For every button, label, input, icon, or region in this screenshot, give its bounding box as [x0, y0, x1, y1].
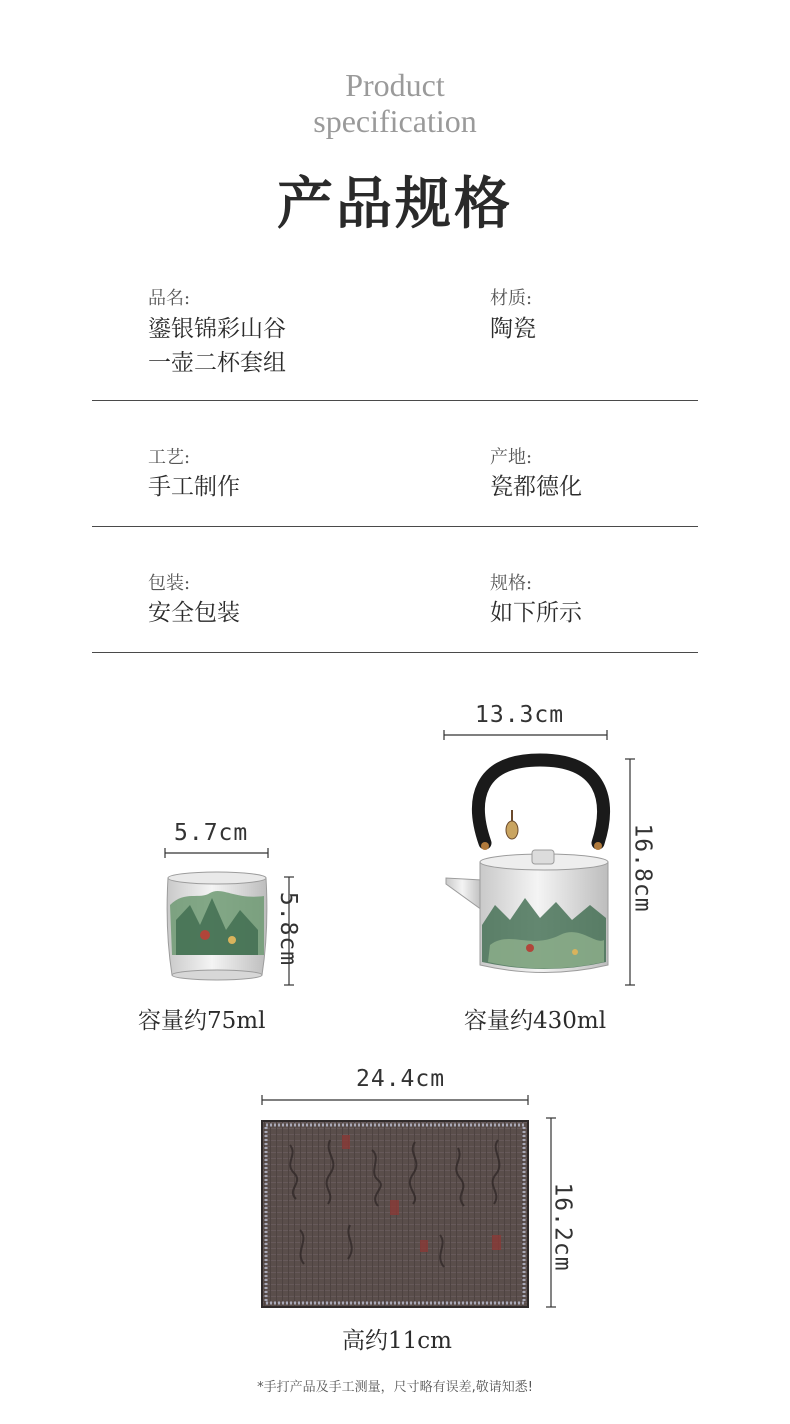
spec-value-origin: 瓷都德化 [490, 474, 582, 500]
spec-label-packaging: 包装: [148, 573, 191, 594]
cup-capacity: 容量约75ml [138, 1008, 266, 1034]
teapot-width-label: 13.3cm [475, 702, 565, 728]
spec-value-name-line1: 鎏银锦彩山谷 [148, 316, 286, 342]
spec-label-material: 材质: [490, 288, 533, 309]
page-title: 产品规格 [277, 171, 513, 237]
spec-value-craft: 手工制作 [148, 474, 240, 500]
tray-height-label: 16.2cm [549, 1182, 576, 1272]
spec-value-packaging: 安全包装 [148, 600, 240, 626]
spec-value-name-line2: 一壶二杯套组 [148, 350, 286, 376]
cup-height-label: 5.8cm [275, 891, 302, 967]
teapot-image [446, 760, 608, 973]
teapot-width-line [444, 730, 607, 740]
tray-height-caption: 高约11cm [342, 1328, 452, 1354]
tray-image [262, 1121, 528, 1307]
teapot-capacity: 容量约430ml [464, 1008, 607, 1034]
cup-image [167, 872, 267, 980]
english-title-line1: Product [345, 67, 445, 103]
footer-note: *手打产品及手工测量，尺寸略有误差,敬请知悉! [257, 1380, 533, 1395]
teapot-height-label: 16.8cm [629, 823, 656, 913]
spec-label-origin: 产地: [490, 447, 533, 468]
spec-label-size: 规格: [490, 573, 533, 594]
spec-label-name: 品名: [148, 288, 191, 309]
cup-width-line [165, 848, 268, 858]
tray-width-label: 24.4cm [356, 1066, 446, 1092]
spec-value-material: 陶瓷 [490, 316, 536, 342]
english-title-line2: specification [313, 103, 477, 139]
tray-width-line [262, 1095, 528, 1105]
spec-value-size: 如下所示 [490, 600, 582, 626]
spec-label-craft: 工艺: [148, 447, 191, 468]
cup-width-label: 5.7cm [174, 820, 249, 846]
